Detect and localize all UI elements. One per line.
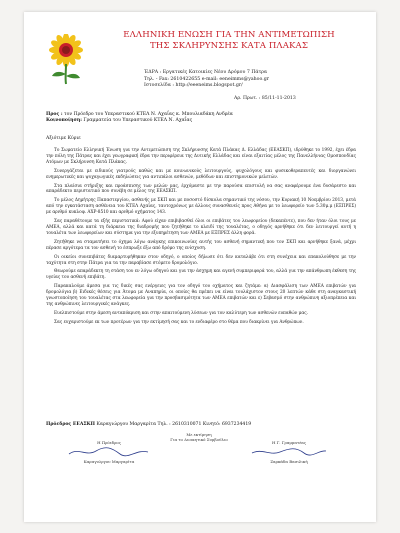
to-text: τον Πρόεδρο του Υπεραστικού ΚΤΕΛ Ν. Αχαΐας κ. Μπουλιαδάκη Ανδρέα [64,112,233,117]
recipient-block [46,112,356,125]
paragraph: Παρακαλούμε άμεσα για τις δικές σας ενέργειες για τον οδηγό του οχήματος και ζητάμε: α) Διασφάλιση των ΑΜΕΑ επιβατών για δρομολόγια β) Ειδικές θέσεις για Άτομα με Αναπηρία, οι οποίες θα πρέπει να είναι τουλάχιστον στους 20 λεπτών κάθε στη αναγκαστική γνωστοποίηση του τουαλέτας στα λεωφορεία για την προσβασιμότητα των ΑΜΕΑ επιβατών και ε) Σεβασμό στην ανθρώπινη αξιοπρέπεια και της ανθρώπινες λειτουργικές ανάγκες. [46,284,356,307]
contact-block [144,70,344,90]
paragraph: Σας παραθέτουμε τα εξής περιστατικά: Αφού είχαν επιβιβασθεί όλοι οι επιβάτες του λεωφορείου (δεκαπέντε), που δεν ήταν όλοι τους με ΑΜΕΑ, αλλά και κατά τη διάρκεια της διαδρομής που ζητήθηκε το κλειδί της τουαλέτας, ο οδηγός αρνήθηκε ότι δεν λειτουργεί αυτή η τουαλέτα των λεωφορείων και σύστημα για την εξυπηρέτηση των ΑΜΕΑ με ΕΞΠΡΕΣ άλλη φορά. [46,219,356,236]
closing-label: Με εκτίμηση [186,432,212,437]
closing-block [154,432,244,442]
paragraph: Ευελπιστούμε στην άμεση ανταπόκριση και στην απαιτούμενη λύσεων για τον καλύτερη των ασθενών ευπαθών μας. [54,310,309,316]
signature-left [54,440,164,464]
paragraph: Το Σωματείο Ελληνική Ένωση για την Αντιμετώπιση της Σκλήρυνσης Κατά Πλάκας Δ. Ελλάδας (ΕΕΑΣΚΠ), ιδρύθηκε το 1992, έχει έδρα την πόλη της Πάτρας και έχει γεωγραφική έδρα την περιφέρεια της Δυτικής Ελλάδας και είναι εξαιτίας μέλος της Πανελλήνιας Ομοσπονδίας Ατόμων με Σκλήρυνση Κατά Πλάκας. [46,148,356,165]
flower-logo-icon [44,34,88,86]
greeting: Αξιότιμε Κύριε [46,136,81,141]
signature-right [234,440,344,464]
organization-title [94,30,364,52]
website-line: Ιστοσελίδα : http://eeeneims.blogspot.gr/ [144,83,243,89]
paragraph: Το μέλος Δημήτρης Παπαστεργίου, ασθενής με ΣΚΠ και με ποσοστό δίσκολα σημαντικό της νόσου, την Κυριακή 10 Νοεμβρίου 2013, μετά από την εγκατάσταση ασθένεια του ΚΤΕΛ Αχαΐας, ταυτοχρόνως με άλλους συνασθενείς προς Αθήνα με το λεωφορείο των 5.30μ.μ (ΕΞΠΡΕΣ) με αριθμό κυκλοφ. ΑΧΡ-8510 και αριθμό οχήματος 143. [46,198,356,216]
protocol-number: Αρ. Πρωτ. : 85/11-11-2013 [234,96,296,101]
sender-label: Πρόεδρος ΕΕΑΣΚΠ [46,422,95,427]
address-line: ΈΔΡΑ : Εργατικές Κατοικίες Νέου Δρόμου 7 Πάτρα [144,70,268,75]
sender-phone: Τηλ. : 2610310071 Κινητό: 6937234419 [157,422,252,427]
letter-page [24,12,376,522]
sender-line [46,422,356,427]
signature-scribble-icon [244,445,334,459]
phone-line: Τηλ. - Fax: 2610422655 e-mail: eeneimms@yahoo.gr [144,76,269,82]
signature-left-title: Η Πρόεδρος [97,440,121,445]
signature-right-name: Ζαρκάδα Βασιλική [270,459,308,464]
to-label: Προς : [46,112,63,117]
title-line-2: ΤΗΣ ΣΚΛΗΡΥΝΣΗΣ ΚΑΤΑ ΠΛΑΚΑΣ [149,41,309,51]
paragraph: Στα πλαίσια στήριξης και προάσπισης των μελών μας, έρχόμαστε με την παρούσα επιστολή να σας αναφέρουμε ένα δυσάρεστο και απαράδεκτο περιστατικό που συνέβη σε μέλος της ΕΕΑΣΚΠ. [46,183,356,195]
letter-body [46,148,356,329]
cc-text: Γραμματεία του Υπεραστικού ΚΤΕΛ Ν. Αχαΐας [83,118,193,124]
closing-sub: Για το Διοικητικό Συμβούλιο [170,437,228,442]
paragraph: Συνεργάζεται με ειδικούς γιατρούς καθώς και με κοινωνικούς λειτουργούς, ψυχολόγους και φυσικοθεραπευτές και διοργανώνει ενημερωτικές και ψυχαγωγικές εκδηλώσεις για αντιπάλοι ασθενών, μεθόδων και επιστημονικών μελετών. [46,168,356,180]
title-line-1: ΕΛΛΗΝΙΚΗ ΕΝΩΣΗ ΓΙΑ ΤΗΝ ΑΝΤΙΜΕΤΩΠΙΣΗ [123,30,335,40]
signature-left-name: Καραγιώργου Μαργαρίτα [83,459,135,464]
sender-name: Καραγιώργου Μαργαρίτα [96,422,157,427]
signature-right-title: Η Γ. Γραμματέας [271,440,307,445]
cc-label: Κοινοποίηση: [46,118,82,124]
paragraph: Οι οικείοι συνεπιβάτες διαμαρτυρήθηκαν στον οδηγό, ο οποίος δήλωσε ότι δεν καταλάβε ότι στη συνέχεια και επακολούθησε με την ταχύτητα στη στην Πάτρα για τα την παραβίασε στόμετο δρομολόγιο. [46,254,356,266]
paragraph: Θεωρούμε απαράδεκτη τη στάση του εν λόγω οδηγού και για την άσχημη και αγενή συμπεριφορά του, αλλά για την απάνθρωπη έκθεση της υγείας του ασθενή επιβάτη. [46,269,356,281]
paragraph: Σας ευχαριστούμε εκ των προτέρων για την εκτίμησή σας και το ενδιαφέρο στο θέμα που διακρίνει για Ανθρώπων. [54,319,304,325]
signature-scribble-icon [64,445,154,459]
paragraph: Ζητήθηκε να σταματήσει το όχημα λόγω ανάγκης επικοινωνίας αυτής του ασθενή σημαντική που τον ΣΚΠ και αρνήθηκε ξανά, μέχρι πέρασε αργότερα τα τον ασθενή το έσπρωξε έξω από δρόμο της ενίσχυση. [46,239,356,251]
